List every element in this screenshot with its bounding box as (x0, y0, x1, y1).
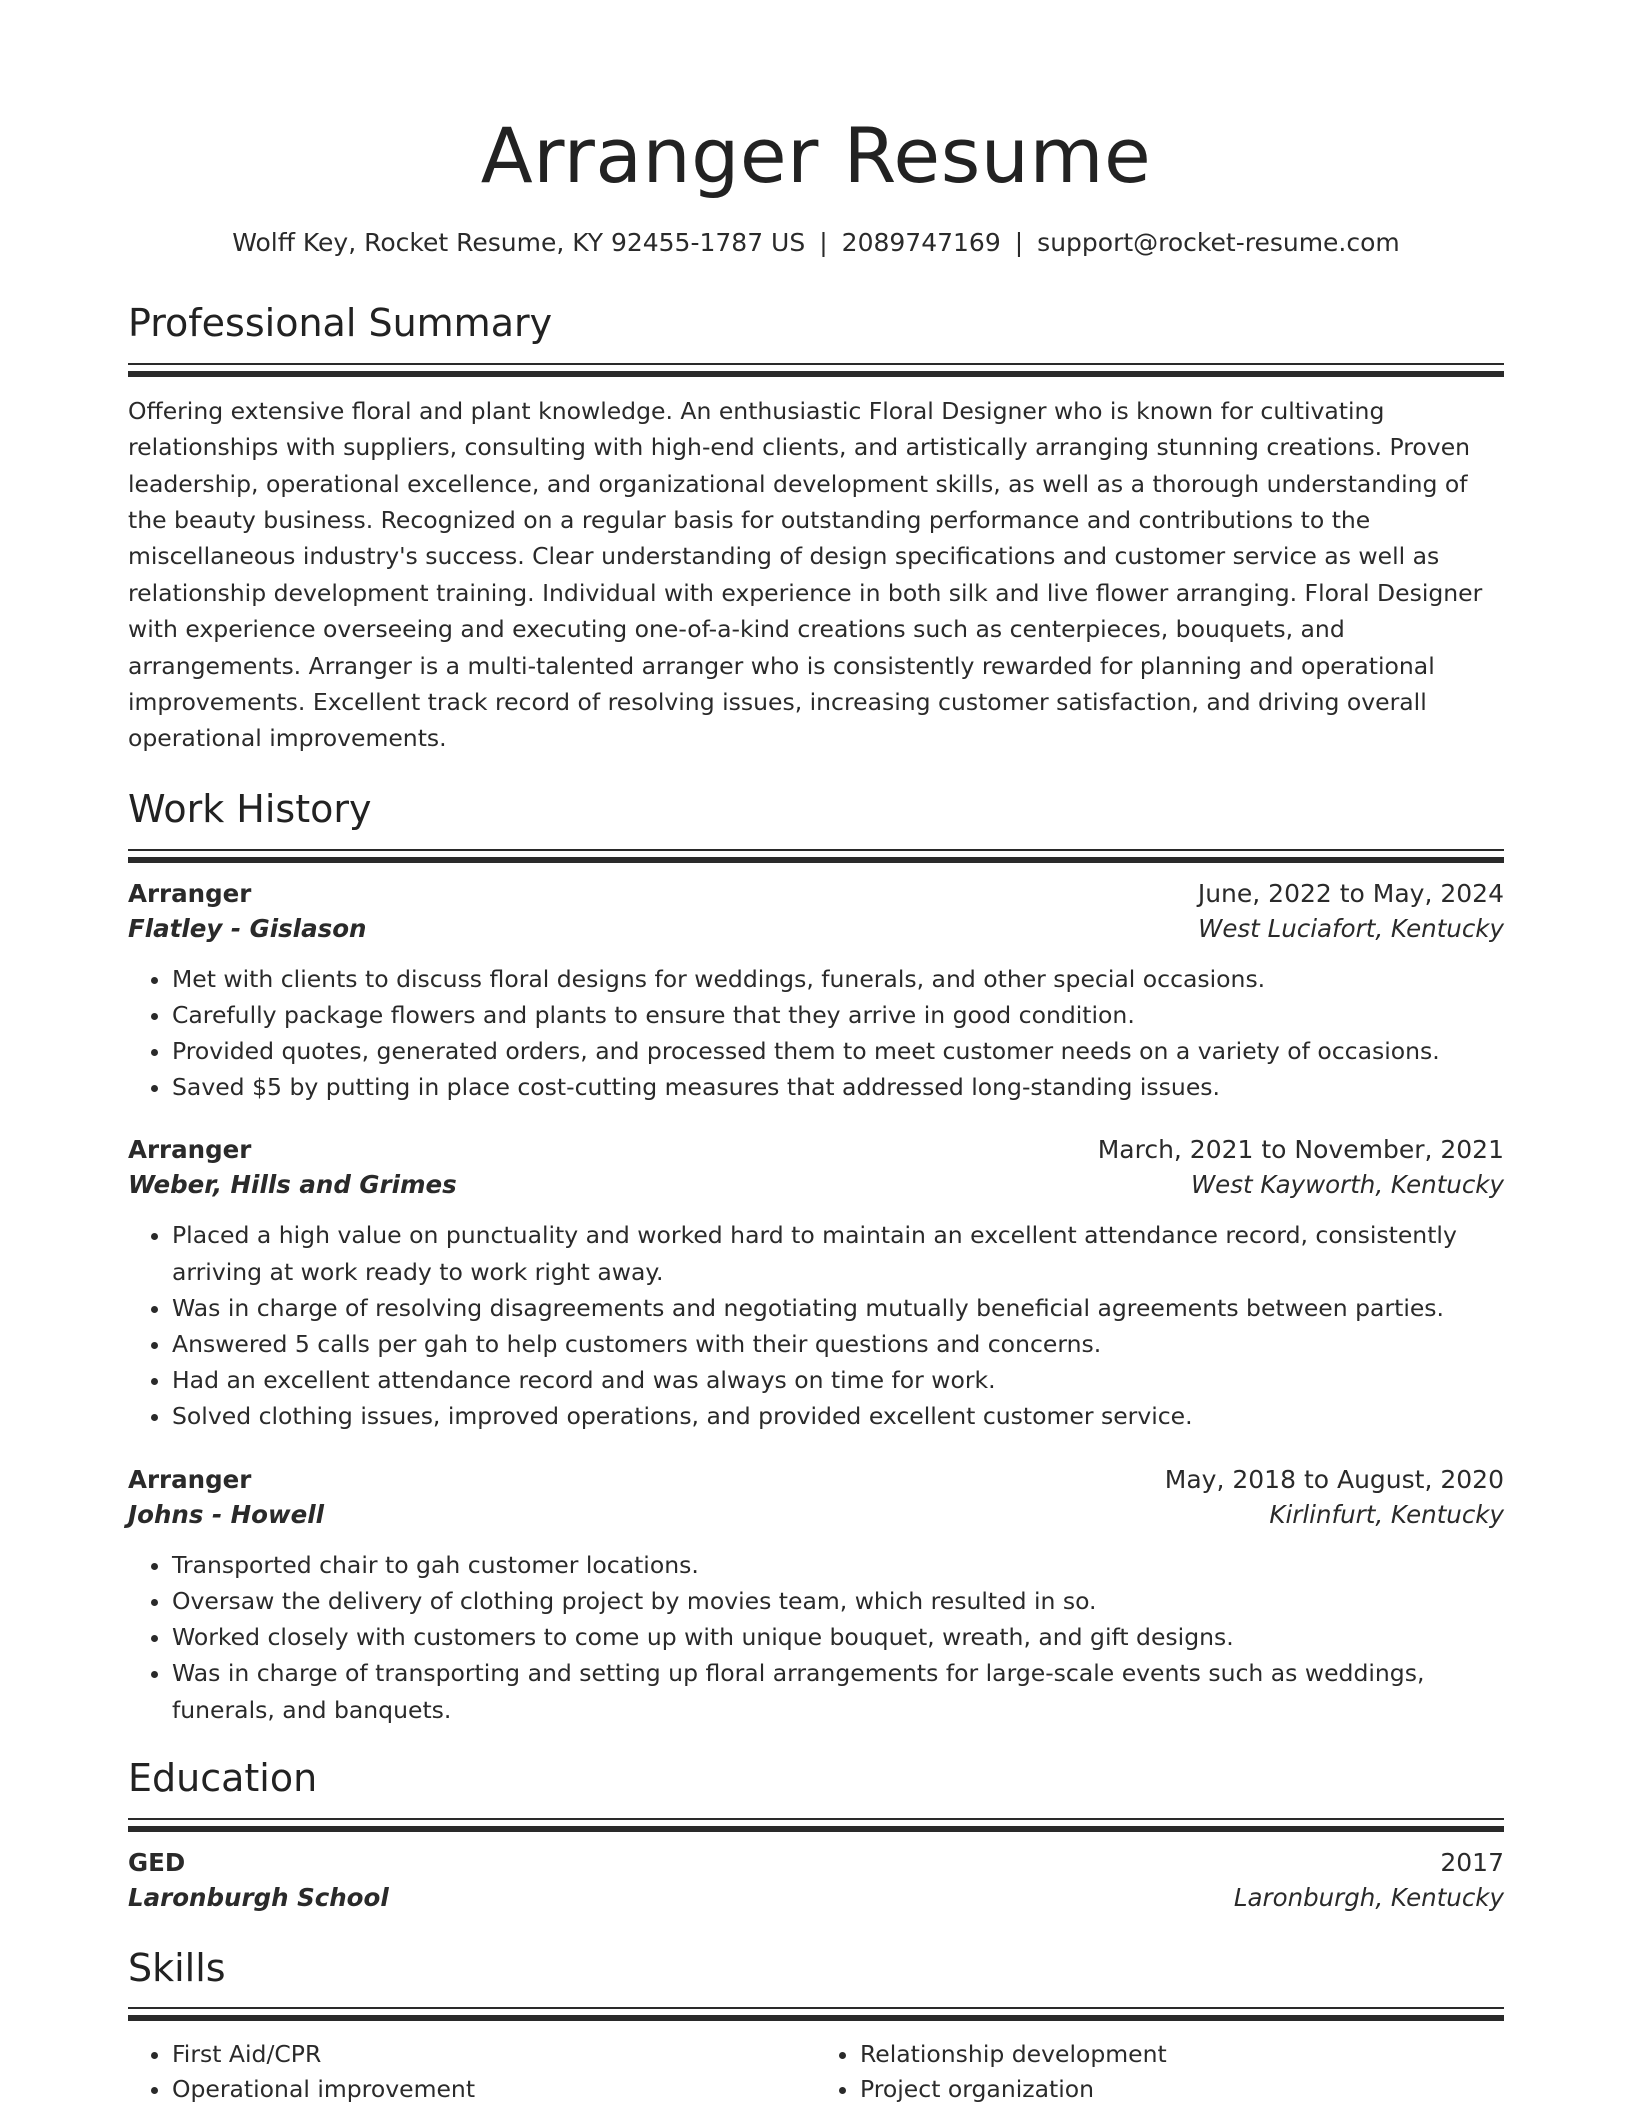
job-dates: June, 2022 to May, 2024 (1197, 878, 1504, 908)
contact-separator: | (1014, 228, 1024, 257)
resume-title: Arranger Resume (480, 111, 1152, 200)
summary-text: Offering extensive floral and plant knowledge. An enthusiastic Floral Designer who is known for cultivating relationships with suppliers, consulting with high-end clients, and artistically arranging stunning creations. Proven leadership, operational excellence, and organizational development skills, as well as a thorough understanding of the beauty business. Recognized on a regular basis for outstanding performance and contributions to the miscellaneous industry's success. Clear understanding of design specifications and customer service as well as relationship development training. Individual with experience in both silk and live flower arranging. Floral Designer with experience overseeing and executing one-of-a-kind creations such as centerpieces, bouquets, and arrangements. Arranger is a multi-talented arranger who is consistently rewarded for planning and operational improvements. Excellent track record of resolving issues, increasing customer satisfaction, and driving overall operational improvements. (128, 396, 1483, 753)
section-divider (128, 1818, 1504, 1828)
skills-list-right (816, 2037, 1504, 2107)
section-title-skills: Skills (128, 1945, 226, 1990)
contact-email: support@rocket-resume.com (1037, 228, 1400, 257)
job-company: Johns - Howell (128, 1499, 325, 1529)
section-title-work-history: Work History (128, 786, 372, 831)
section-title-education: Education (128, 1755, 318, 1800)
job-entry (128, 1465, 1504, 1728)
contact-address: Wolff Key, Rocket Resume, KY 92455-1787 US (232, 228, 806, 257)
job-dates: May, 2018 to August, 2020 (1164, 1464, 1504, 1494)
job-company: Flatley - Gislason (128, 913, 367, 943)
job-bullets (128, 1217, 1504, 1434)
education-degree: GED (128, 1847, 186, 1877)
skill-item: • Relationship development (860, 2037, 1504, 2072)
list-item: • Oversaw the delivery of clothing project by movies team, which resulted in so. (172, 1583, 1504, 1619)
job-title: Arranger (128, 1135, 252, 1165)
list-item: • Was in charge of resolving disagreements and negotiating mutually beneficial agreements between parties. (172, 1290, 1504, 1326)
job-location: Kirlinfurt, Kentucky (1269, 1499, 1504, 1529)
job-title: Arranger (128, 1464, 252, 1494)
job-dates: March, 2021 to November, 2021 (1097, 1135, 1504, 1165)
section-divider (128, 363, 1504, 373)
job-entry (128, 1135, 1504, 1434)
education-section (128, 1755, 1504, 1912)
education-entry (128, 1848, 1504, 1912)
job-location: West Kayworth, Kentucky (1190, 1170, 1504, 1200)
section-title-summary: Professional Summary (128, 301, 553, 345)
skill-item: • Operational improvement (172, 2072, 816, 2107)
work-history-section (128, 786, 1504, 1728)
contact-separator: | (819, 228, 828, 257)
job-location: West Luciafort, Kentucky (1198, 913, 1504, 943)
job-bullets (128, 1547, 1504, 1728)
skills-section (128, 1945, 1504, 2108)
education-year: 2017 (1440, 1847, 1504, 1877)
list-item: • Transported chair to gah customer locations. (172, 1547, 1504, 1583)
job-entry (128, 879, 1504, 1106)
job-bullets (128, 961, 1504, 1106)
education-location: Laronburgh, Kentucky (1233, 1882, 1504, 1912)
skills-grid (128, 2037, 1504, 2107)
list-item: • Placed a high value on punctuality and worked hard to maintain an excellent attendance record, consistently arriving at work ready to work right away. (172, 1217, 1504, 1289)
job-title: Arranger (128, 878, 252, 908)
list-item: • Provided quotes, generated orders, and processed them to meet customer needs on a variety of occasions. (172, 1033, 1504, 1069)
list-item: • Answered 5 calls per gah to help customers with their questions and concerns. (172, 1326, 1504, 1362)
skill-item: • Project organization (860, 2072, 1504, 2107)
list-item: • Was in charge of transporting and setting up floral arrangements for large-scale events such as weddings, funerals, and banquets. (172, 1655, 1504, 1727)
list-item: • Met with clients to discuss floral designs for weddings, funerals, and other special occasions. (172, 961, 1504, 997)
list-item: • Had an excellent attendance record and was always on time for work. (172, 1362, 1504, 1398)
list-item: • Solved clothing issues, improved operations, and provided excellent customer service. (172, 1398, 1504, 1434)
section-divider (128, 2007, 1504, 2017)
skill-item: • First Aid/CPR (172, 2037, 816, 2072)
skills-list-left (128, 2037, 816, 2107)
education-school: Laronburgh School (128, 1882, 389, 1912)
contact-line (128, 228, 1504, 257)
list-item: • Worked closely with customers to come up with unique bouquet, wreath, and gift designs. (172, 1619, 1504, 1655)
job-company: Weber, Hills and Grimes (128, 1170, 457, 1200)
contact-phone: 2089747169 (841, 228, 1001, 257)
list-item: • Carefully package flowers and plants to ensure that they arrive in good condition. (172, 997, 1504, 1033)
list-item: • Saved $5 by putting in place cost-cutting measures that addressed long-standing issues. (172, 1069, 1504, 1105)
section-divider (128, 849, 1504, 859)
summary-section (128, 303, 1504, 757)
